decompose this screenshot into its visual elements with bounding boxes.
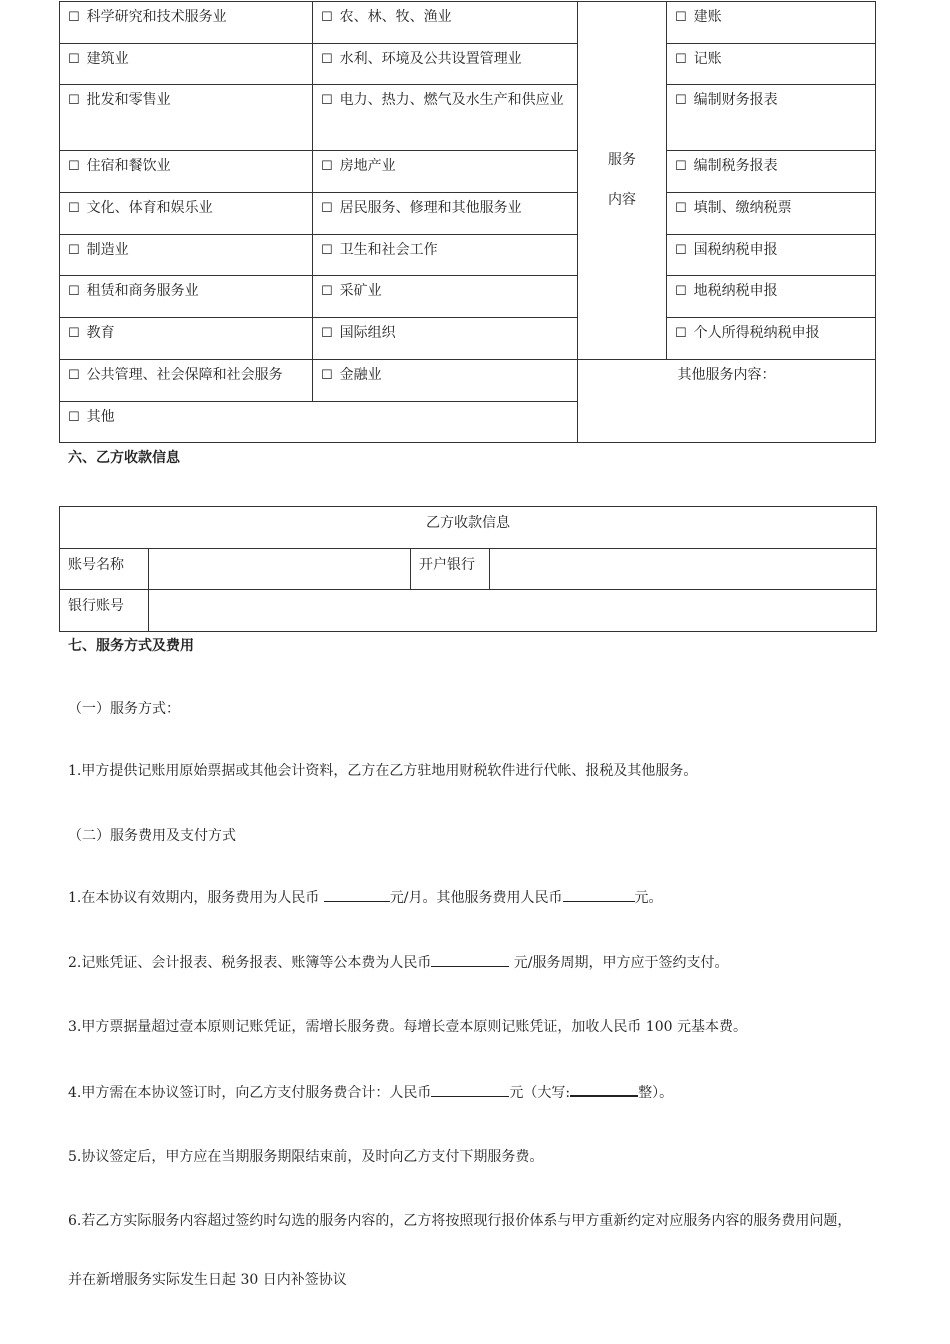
account-number-field[interactable] xyxy=(149,590,877,632)
table-row xyxy=(60,43,876,85)
checkbox-icon[interactable]: ☐ xyxy=(321,201,333,217)
table-row xyxy=(60,507,877,549)
clause-text: 3.甲方票据量超过壹本原则记账凭证，需增长服务费。每增长壹本原则记账凭证，加收人民币 100 元基本费。 xyxy=(68,1019,747,1035)
table-row xyxy=(60,590,877,632)
table-row xyxy=(60,276,876,318)
bank-label: 开户银行 xyxy=(411,548,490,590)
checkbox-icon[interactable]: ☐ xyxy=(68,409,80,425)
service-option[interactable]: ☐ 编制财务报表 xyxy=(667,85,876,151)
table-row xyxy=(60,359,876,401)
table-row xyxy=(60,234,876,276)
industry-option[interactable]: ☐ 公共管理、社会保障和社会服务 xyxy=(60,359,313,401)
total-fee-uppercase-blank[interactable] xyxy=(570,1081,638,1097)
industry-option[interactable]: ☐ 国际组织 xyxy=(313,318,578,360)
checkbox-icon[interactable]: ☐ xyxy=(321,284,333,300)
checkbox-icon[interactable]: ☐ xyxy=(321,326,333,342)
checkbox-icon[interactable]: ☐ xyxy=(675,242,687,258)
checkbox-icon[interactable]: ☐ xyxy=(68,284,80,300)
table-row xyxy=(60,2,876,44)
checkbox-icon[interactable]: ☐ xyxy=(675,201,687,217)
fee-subheading: （二）服务费用及支付方式 xyxy=(68,828,236,844)
checkbox-icon[interactable]: ☐ xyxy=(675,159,687,175)
industry-service-table xyxy=(59,1,876,443)
checkbox-icon[interactable]: ☐ xyxy=(675,326,687,342)
service-option[interactable]: ☐ 个人所得税纳税申报 xyxy=(667,318,876,360)
clause-text: 5.协议签定后，甲方应在当期服务期限结束前，及时向乙方支付下期服务费。 xyxy=(68,1149,544,1165)
service-option[interactable]: ☐ 填制、缴纳税票 xyxy=(667,193,876,235)
industry-option[interactable]: ☐ 教育 xyxy=(60,318,313,360)
clause-text: 2.记账凭证、会计报表、税务报表、账簿等公本费为人民币 元/服务周期，甲方应于签约支付。 xyxy=(68,952,729,972)
checkbox-icon[interactable]: ☐ xyxy=(68,51,80,67)
industry-option[interactable]: ☐ 住宿和餐饮业 xyxy=(60,151,313,193)
checkbox-icon[interactable]: ☐ xyxy=(68,93,80,109)
checkbox-icon[interactable]: ☐ xyxy=(321,242,333,258)
industry-option[interactable]: ☐ 采矿业 xyxy=(313,276,578,318)
industry-option[interactable]: ☐ 农、林、牧、渔业 xyxy=(313,2,578,44)
checkbox-icon[interactable]: ☐ xyxy=(675,93,687,109)
other-fee-blank[interactable] xyxy=(563,887,635,902)
industry-option[interactable]: ☐ 房地产业 xyxy=(313,151,578,193)
checkbox-icon[interactable]: ☐ xyxy=(321,367,333,383)
table-row xyxy=(60,548,877,590)
service-option[interactable]: ☐ 建账 xyxy=(667,2,876,44)
checkbox-icon[interactable]: ☐ xyxy=(68,201,80,217)
table-row xyxy=(60,151,876,193)
checkbox-icon[interactable]: ☐ xyxy=(321,93,333,109)
checkbox-icon[interactable]: ☐ xyxy=(675,51,687,67)
industry-option[interactable]: ☐ 居民服务、修理和其他服务业 xyxy=(313,193,578,235)
monthly-fee-blank[interactable] xyxy=(324,887,390,902)
industry-option[interactable]: ☐ 卫生和社会工作 xyxy=(313,234,578,276)
service-method-subheading: （一）服务方式： xyxy=(68,701,180,717)
account-name-label: 账号名称 xyxy=(60,548,149,590)
industry-option[interactable]: ☐ 制造业 xyxy=(60,234,313,276)
total-fee-blank[interactable] xyxy=(431,1082,509,1097)
section7-heading: 七、服务方式及费用 xyxy=(68,638,194,654)
clause-text: 1.在本协议有效期内，服务费用为人民币 元/月。其他服务费用人民币 元。 xyxy=(68,887,663,907)
industry-option[interactable]: ☐ 电力、热力、燃气及水生产和供应业 xyxy=(313,85,578,151)
service-option[interactable]: ☐ 国税纳税申报 xyxy=(667,234,876,276)
table-row xyxy=(60,193,876,235)
industry-option[interactable]: ☐ 租赁和商务服务业 xyxy=(60,276,313,318)
account-number-label: 银行账号 xyxy=(60,590,149,632)
industry-option[interactable]: ☐ 建筑业 xyxy=(60,43,313,85)
service-option[interactable]: ☐ 编制税务报表 xyxy=(667,151,876,193)
industry-option[interactable]: ☐ 科学研究和技术服务业 xyxy=(60,2,313,44)
service-option[interactable]: ☐ 地税纳税申报 xyxy=(667,276,876,318)
service-option[interactable]: ☐ 记账 xyxy=(667,43,876,85)
checkbox-icon[interactable]: ☐ xyxy=(321,51,333,67)
industry-option[interactable]: ☐ 金融业 xyxy=(313,359,578,401)
checkbox-icon[interactable]: ☐ xyxy=(68,367,80,383)
industry-option[interactable]: ☐ 水利、环境及公共设置管理业 xyxy=(313,43,578,85)
table-row xyxy=(60,85,876,151)
clause-text: 4.甲方需在本协议签订时，向乙方支付服务费合计：人民币 元（大写: 整）。 xyxy=(68,1081,673,1102)
service-content-label: 服务 内容 xyxy=(578,2,667,360)
checkbox-icon[interactable]: ☐ xyxy=(68,326,80,342)
industry-option[interactable]: ☐ 文化、体育和娱乐业 xyxy=(60,193,313,235)
account-name-field[interactable] xyxy=(149,548,411,590)
industry-option[interactable]: ☐ 其他 xyxy=(60,401,578,443)
payee-table-title: 乙方收款信息 xyxy=(60,507,877,549)
clause-text: 1.甲方提供记账用原始票据或其他会计资料，乙方在乙方驻地用财税软件进行代帐、报税及其他服务。 xyxy=(68,763,698,779)
checkbox-icon[interactable]: ☐ xyxy=(675,284,687,300)
other-services-field[interactable]: 其他服务内容： xyxy=(578,359,876,442)
clause-text: 并在新增服务实际发生日起 30 日内补签协议 xyxy=(68,1272,347,1288)
checkbox-icon[interactable]: ☐ xyxy=(68,159,80,175)
material-fee-blank[interactable] xyxy=(431,952,509,967)
section6-heading: 六、乙方收款信息 xyxy=(68,450,180,466)
payee-info-table xyxy=(59,506,877,632)
clause-text: 6.若乙方实际服务内容超过签约时勾选的服务内容的，乙方将按照现行报价体系与甲方重新约定对应服务内容的服务费用问题， xyxy=(68,1213,852,1229)
checkbox-icon[interactable]: ☐ xyxy=(68,242,80,258)
checkbox-icon[interactable]: ☐ xyxy=(321,159,333,175)
checkbox-icon[interactable]: ☐ xyxy=(68,10,80,25)
table-row xyxy=(60,318,876,360)
industry-option[interactable]: ☐ 批发和零售业 xyxy=(60,85,313,151)
bank-field[interactable] xyxy=(490,548,877,590)
checkbox-icon[interactable]: ☐ xyxy=(675,10,687,25)
checkbox-icon[interactable]: ☐ xyxy=(321,10,333,25)
